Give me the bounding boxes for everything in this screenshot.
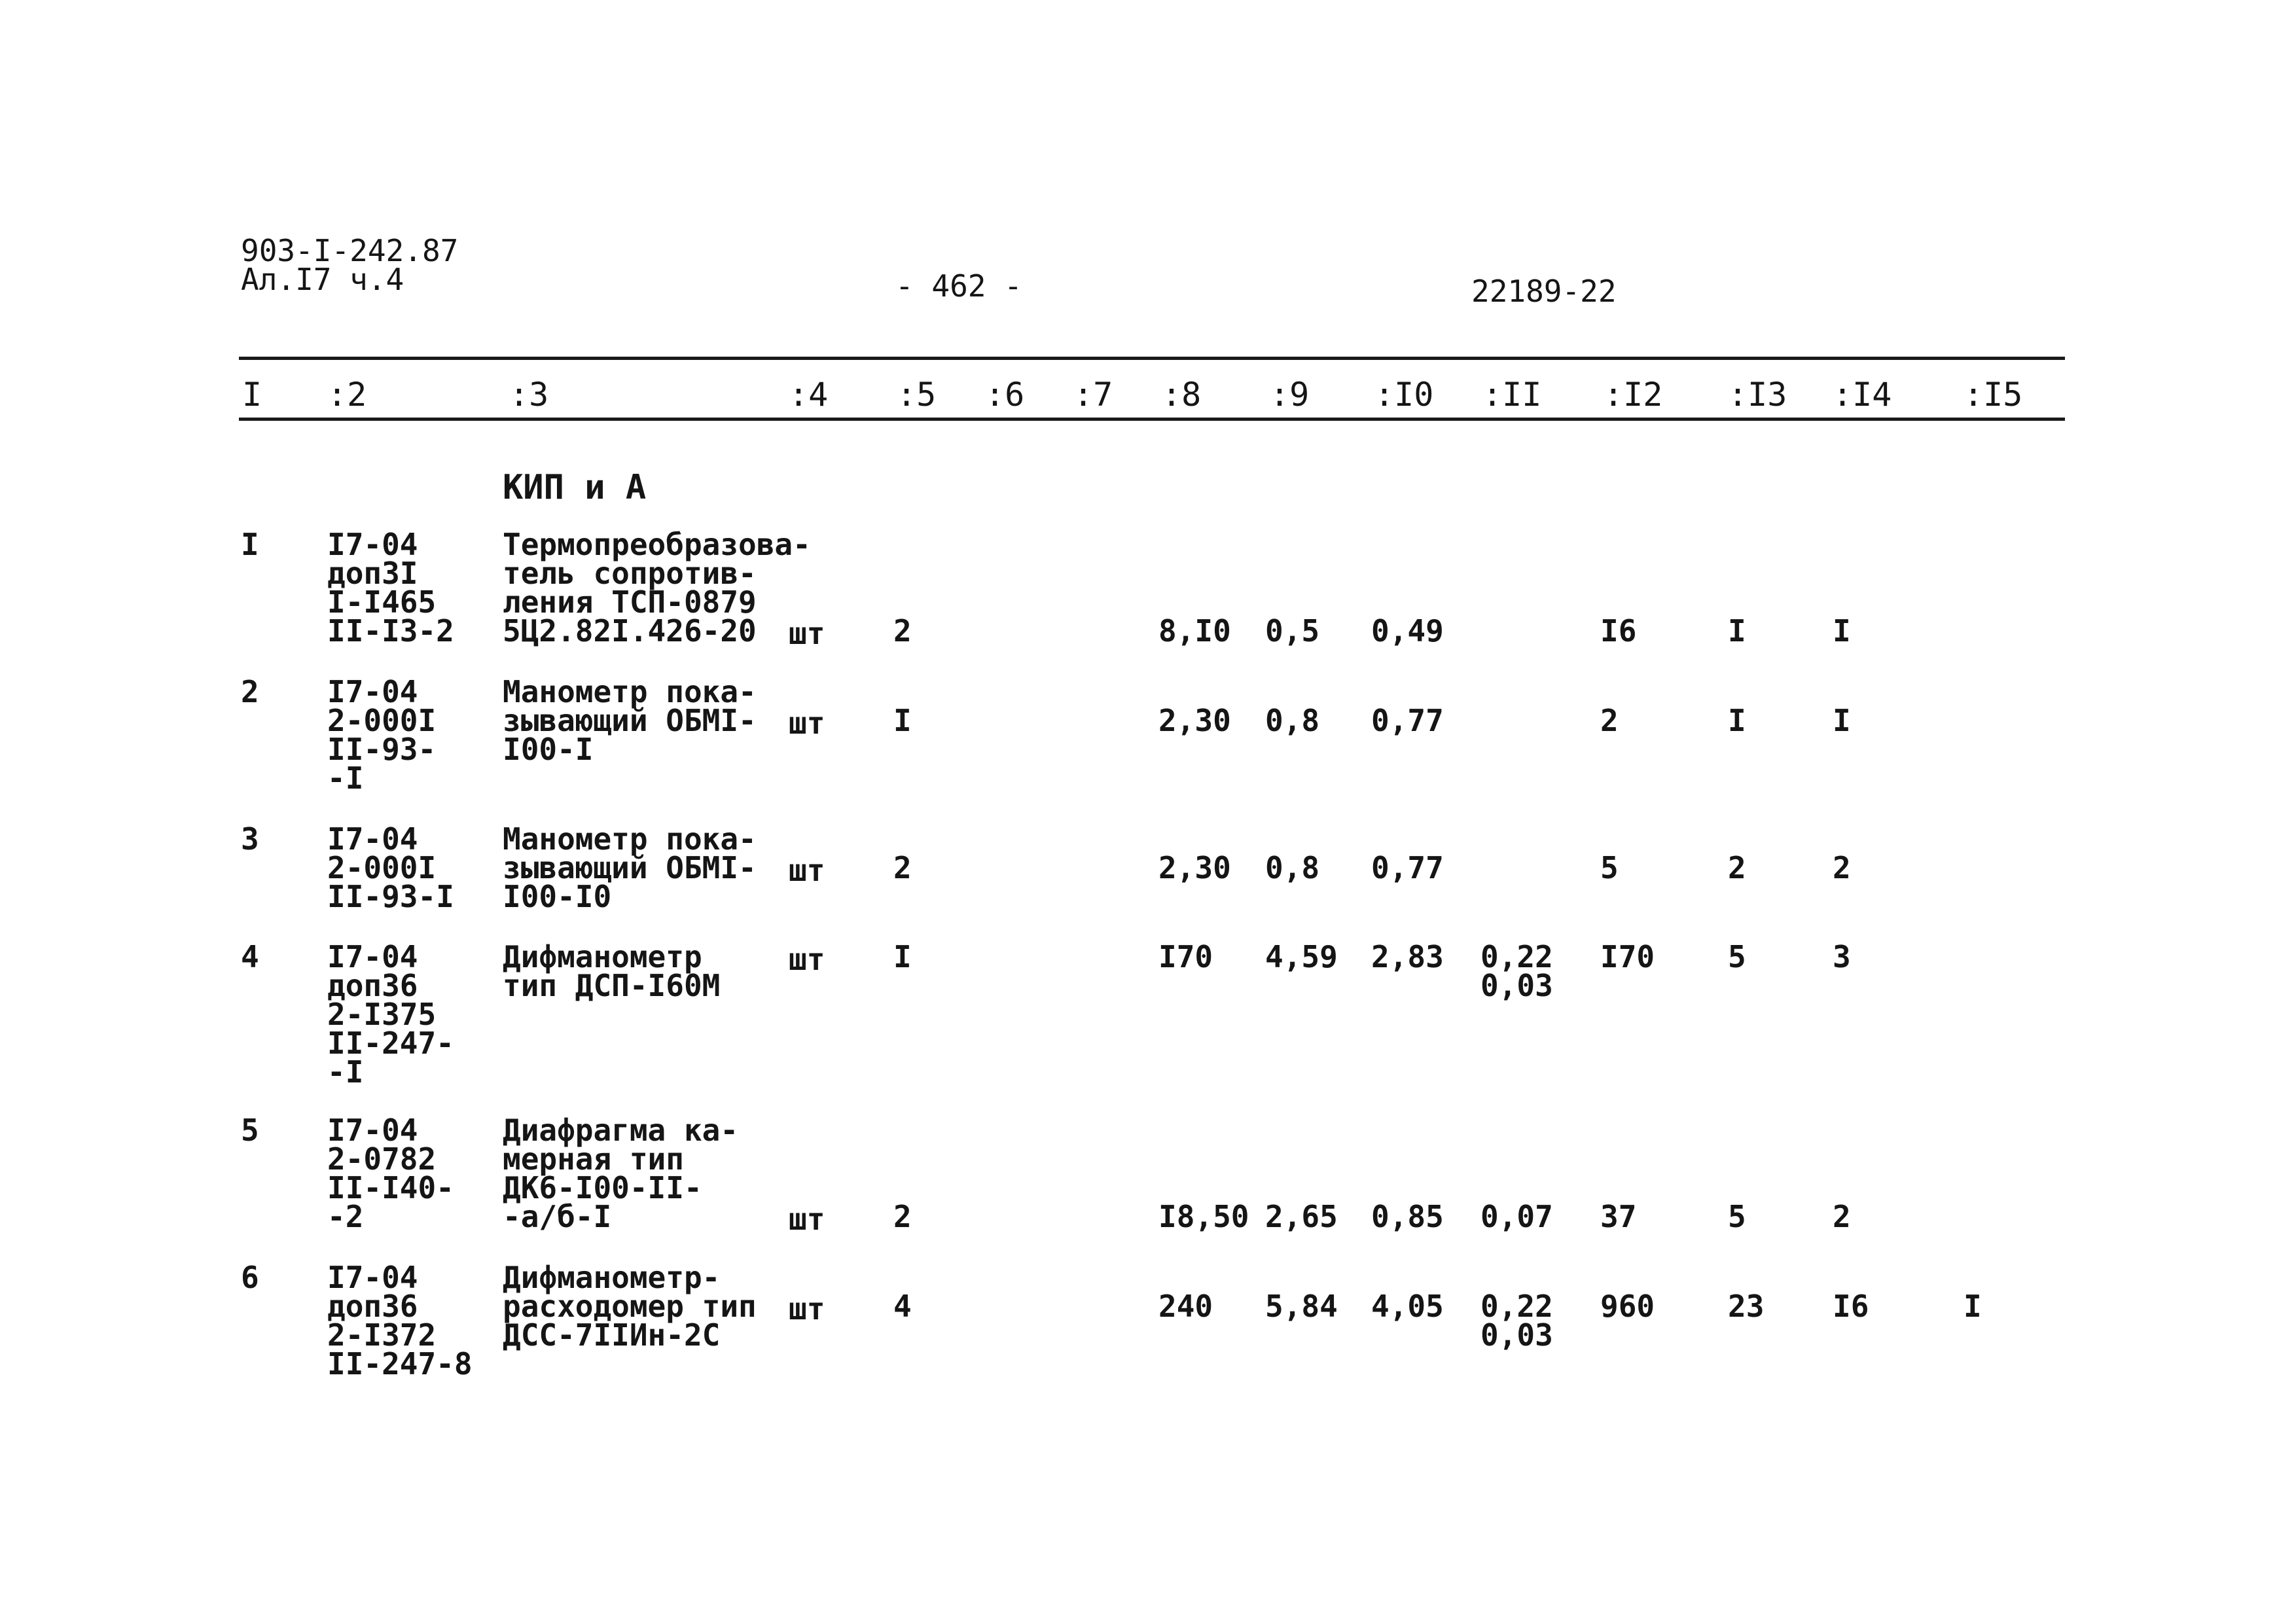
column-9-value: 0,5 [1265, 613, 1320, 649]
column-11-value [1480, 1289, 1553, 1353]
column-10-value: 2,83 [1371, 939, 1444, 974]
rate-code-line: I7-04 [327, 527, 418, 562]
column-12-value: 960 [1600, 1289, 1655, 1324]
quantity: I [893, 939, 912, 974]
column-header-5: :5 [897, 376, 937, 414]
column-13-value: I [1728, 703, 1746, 738]
rate-code-line: II-I3-2 [327, 613, 454, 649]
row-number: I [241, 527, 259, 562]
item-name-line: I00-I [503, 732, 594, 767]
rate-code [327, 939, 454, 1090]
column-13-value: 23 [1728, 1289, 1765, 1324]
item-name-line: Диафрагма ка- [503, 1113, 739, 1148]
column-8-value: I8,50 [1158, 1199, 1249, 1234]
sheet-number: Ал.I7 ч.4 [241, 262, 404, 297]
column-9-value: 0,8 [1265, 703, 1320, 738]
item-name-line: мерная тип [503, 1141, 684, 1177]
item-name [503, 821, 757, 914]
page-number: - 462 - [895, 268, 1022, 304]
item-name-line: тель сопротив- [503, 556, 757, 591]
rate-code-line: -2 [327, 1199, 364, 1234]
column-14-value: 2 [1833, 850, 1851, 885]
column-14-value: I [1833, 703, 1851, 738]
column-11-value [1480, 939, 1553, 1003]
column-14-value: 3 [1833, 939, 1851, 974]
column-header-10: :I0 [1374, 376, 1434, 414]
row-number: 4 [241, 939, 259, 974]
column-10-value: 0,49 [1371, 613, 1444, 649]
header-rule [239, 418, 2065, 421]
rate-code-line: II-I40- [327, 1170, 454, 1205]
column-15-value: I [1964, 1289, 1982, 1324]
item-name-line: ДК6-I00-II- [503, 1170, 702, 1205]
rate-code [327, 1113, 454, 1234]
reference-code: 22189-22 [1471, 274, 1617, 309]
rate-code-line: -I [327, 760, 364, 796]
section-title: КИП и А [503, 468, 647, 507]
column-header-12: :I2 [1604, 376, 1663, 414]
column-11-value-line: 0,22 [1480, 939, 1553, 974]
rate-code-line: доп3I [327, 556, 418, 591]
column-11-value-line: 0,07 [1480, 1199, 1553, 1234]
column-8-value: I70 [1158, 939, 1213, 974]
rate-code [327, 1260, 473, 1382]
rate-code-line: II-93- [327, 732, 437, 767]
column-header-1: I [242, 376, 262, 414]
rate-code [327, 527, 454, 649]
rate-code-line: I7-04 [327, 939, 418, 974]
unit-of-measure: шт [789, 1202, 825, 1237]
quantity: 2 [893, 850, 912, 885]
top-rule [239, 357, 2065, 360]
column-12-value: 5 [1600, 850, 1619, 885]
column-12-value: I6 [1600, 613, 1637, 649]
rate-code-line: 2-000I [327, 850, 437, 885]
column-14-value: I6 [1833, 1289, 1869, 1324]
column-12-value: 37 [1600, 1199, 1637, 1234]
item-name-line: Дифманометр- [503, 1260, 721, 1295]
column-header-15: :I5 [1964, 376, 2023, 414]
column-header-6: :6 [985, 376, 1025, 414]
item-name-line: ления ТСП-0879 [503, 584, 757, 620]
column-10-value: 0,77 [1371, 850, 1444, 885]
doc-code: 903-I-242.87 [241, 233, 459, 268]
row-number: 6 [241, 1260, 259, 1295]
column-14-value: 2 [1833, 1199, 1851, 1234]
column-10-value: 0,77 [1371, 703, 1444, 738]
quantity: 2 [893, 1199, 912, 1234]
column-header-8: :8 [1162, 376, 1202, 414]
rate-code-line: доп36 [327, 968, 418, 1003]
column-10-value: 4,05 [1371, 1289, 1444, 1324]
column-12-value: 2 [1600, 703, 1619, 738]
item-name-line: Термопреобразова- [503, 527, 811, 562]
rate-code-line: 2-000I [327, 703, 437, 738]
column-8-value: 2,30 [1158, 703, 1231, 738]
quantity: I [893, 703, 912, 738]
unit-of-measure: шт [789, 942, 825, 977]
column-11-value-line: 0,22 [1480, 1289, 1553, 1324]
rate-code [327, 674, 437, 796]
item-name [503, 1260, 757, 1353]
item-name-line: зывающий ОБМI- [503, 703, 757, 738]
rate-code-line: -I [327, 1054, 364, 1090]
rate-code-line: I-I465 [327, 584, 437, 620]
rate-code-line: I7-04 [327, 1113, 418, 1148]
column-14-value: I [1833, 613, 1851, 649]
row-number: 3 [241, 821, 259, 857]
column-header-4: :4 [789, 376, 829, 414]
column-header-3: :3 [509, 376, 549, 414]
item-name-line: ДСС-7IIИн-2С [503, 1317, 721, 1353]
column-header-9: :9 [1270, 376, 1310, 414]
column-11-value-line: 0,03 [1480, 1317, 1553, 1353]
column-13-value: 5 [1728, 939, 1746, 974]
column-9-value: 5,84 [1265, 1289, 1338, 1324]
item-name-line: тип ДСП-I60М [503, 968, 721, 1003]
column-header-13: :I3 [1728, 376, 1787, 414]
rate-code-line: доп36 [327, 1289, 418, 1324]
unit-of-measure: шт [789, 705, 825, 741]
column-10-value: 0,85 [1371, 1199, 1444, 1234]
column-9-value: 0,8 [1265, 850, 1320, 885]
column-13-value: 5 [1728, 1199, 1746, 1234]
column-header-7: :7 [1073, 376, 1113, 414]
rate-code-line: II-247- [327, 1026, 454, 1061]
item-name-line: Манометр пока- [503, 821, 757, 857]
item-name [503, 527, 811, 649]
quantity: 2 [893, 613, 912, 649]
rate-code-line: 2-I375 [327, 997, 437, 1032]
row-number: 5 [241, 1113, 259, 1148]
column-header-14: :I4 [1833, 376, 1892, 414]
column-11-value-line: 0,03 [1480, 968, 1553, 1003]
item-name [503, 674, 757, 767]
item-name-line: 5Ц2.82I.426-20 [503, 613, 757, 649]
rate-code-line: 2-0782 [327, 1141, 437, 1177]
rate-code-line: II-93-I [327, 879, 454, 914]
column-9-value: 2,65 [1265, 1199, 1338, 1234]
rate-code-line: I7-04 [327, 674, 418, 709]
column-12-value: I70 [1600, 939, 1655, 974]
unit-of-measure: шт [789, 853, 825, 888]
item-name-line: зывающий ОБМI- [503, 850, 757, 885]
column-8-value: 240 [1158, 1289, 1213, 1324]
column-11-value [1480, 1199, 1553, 1234]
rate-code [327, 821, 454, 914]
column-13-value: 2 [1728, 850, 1746, 885]
rate-code-line: I7-04 [327, 1260, 418, 1295]
rate-code-line: I7-04 [327, 821, 418, 857]
column-8-value: 2,30 [1158, 850, 1231, 885]
item-name [503, 1113, 739, 1234]
unit-of-measure: шт [789, 1291, 825, 1327]
item-name-line: Дифманометр [503, 939, 702, 974]
item-name-line: I00-I0 [503, 879, 612, 914]
item-name [503, 939, 721, 1003]
unit-of-measure: шт [789, 616, 825, 651]
row-number: 2 [241, 674, 259, 709]
item-name-line: Манометр пока- [503, 674, 757, 709]
quantity: 4 [893, 1289, 912, 1324]
column-header-2: :2 [327, 376, 367, 414]
item-name-line: расходомер тип [503, 1289, 757, 1324]
column-13-value: I [1728, 613, 1746, 649]
column-8-value: 8,I0 [1158, 613, 1231, 649]
rate-code-line: II-247-8 [327, 1346, 473, 1382]
rate-code-line: 2-I372 [327, 1317, 437, 1353]
column-header-11: :II [1482, 376, 1542, 414]
item-name-line: -а/б-I [503, 1199, 612, 1234]
column-9-value: 4,59 [1265, 939, 1338, 974]
